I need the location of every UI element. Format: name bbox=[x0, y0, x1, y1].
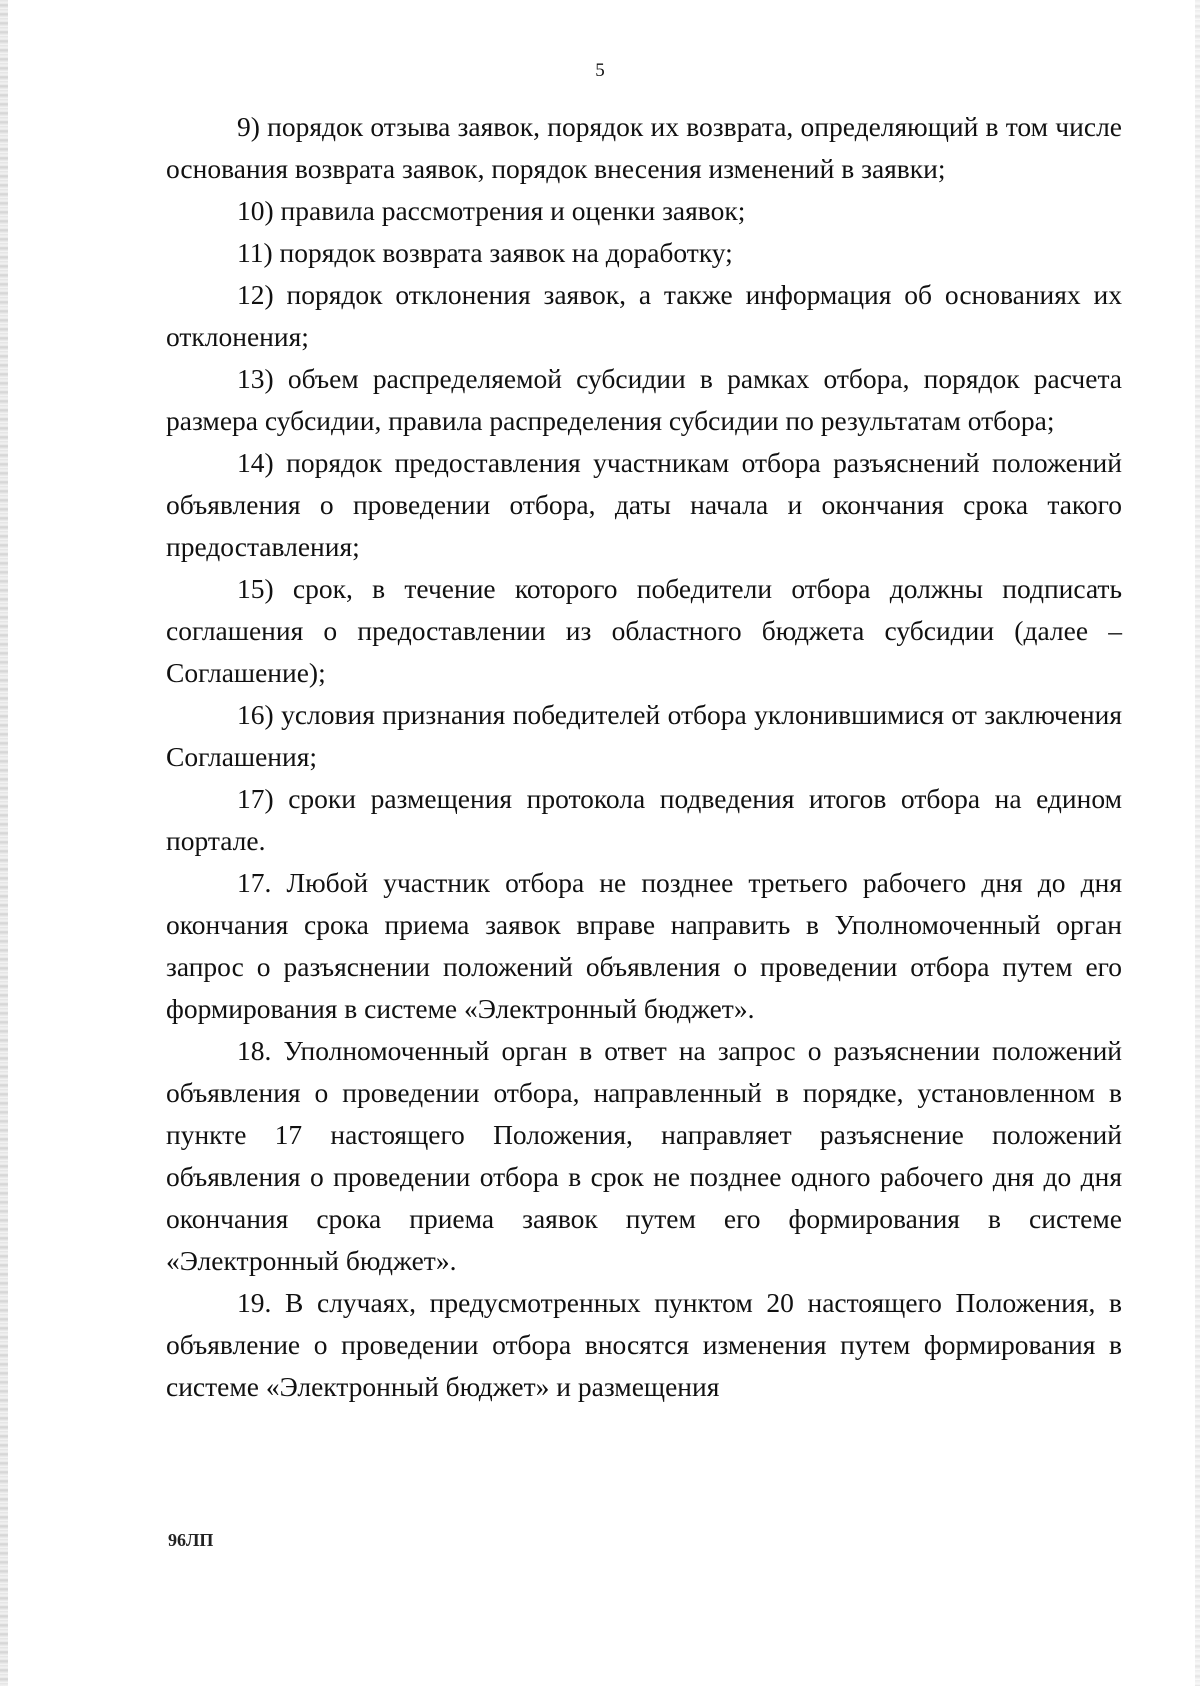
paragraph-item-15: 15) срок, в течение которого победители отбора должны подписать соглашения о предоставлении из областного бюджета субсидии (далее – Соглашение); bbox=[166, 573, 1122, 688]
document-code: 96ЛП bbox=[168, 1530, 214, 1550]
paragraph-item-14: 14) порядок предоставления участникам отбора разъяснений положений объявления о проведении отбора, даты начала и окончания срока такого предоставления; bbox=[166, 447, 1122, 562]
paragraph-clause-19: 19. В случаях, предусмотренных пунктом 20 настоящего Положения, в объявление о проведении отбора вносятся изменения путем формирования в системе «Электронный бюджет» и размещения bbox=[166, 1287, 1122, 1402]
page-number: 5 bbox=[595, 60, 605, 81]
paragraph-clause-17: 17. Любой участник отбора не позднее третьего рабочего дня до дня окончания срока приема заявок вправе направить в Уполномоченный орган запрос о разъяснении положений объявления о проведении отбора путем его формирования в системе «Электронный бюджет». bbox=[166, 867, 1122, 1024]
paragraph-item-12: 12) порядок отклонения заявок, а также информация об основаниях их отклонения; bbox=[166, 279, 1122, 352]
paragraph-item-11: 11) порядок возврата заявок на доработку; bbox=[237, 237, 733, 268]
scan-edge-left bbox=[0, 0, 8, 1686]
scan-edge-right bbox=[1195, 0, 1200, 1686]
paragraph-item-10: 10) правила рассмотрения и оценки заявок; bbox=[237, 195, 746, 226]
paragraph-item-17: 17) сроки размещения протокола подведения итогов отбора на едином портале. bbox=[166, 783, 1122, 856]
paragraph-item-16: 16) условия признания победителей отбора уклонившимися от заключения Соглашения; bbox=[166, 699, 1122, 772]
paragraph-clause-18: 18. Уполномоченный орган в ответ на запрос о разъяснении положений объявления о проведении отбора, направленный в порядке, установленном в пункте 17 настоящего Положения, направляет разъяснение положений объявления о проведении отбора в срок не позднее одного рабочего дня до дня окончания срока приема заявок путем его формирования в системе «Электронный бюджет». bbox=[166, 1035, 1122, 1276]
paragraph-item-9: 9) порядок отзыва заявок, порядок их возврата, определяющий в том числе основания возврата заявок, порядок внесения изменений в заявки; bbox=[166, 111, 1122, 184]
paragraph-item-13: 13) объем распределяемой субсидии в рамках отбора, порядок расчета размера субсидии, правила распределения субсидии по результатам отбора; bbox=[166, 363, 1122, 436]
document-body bbox=[166, 106, 1122, 1408]
